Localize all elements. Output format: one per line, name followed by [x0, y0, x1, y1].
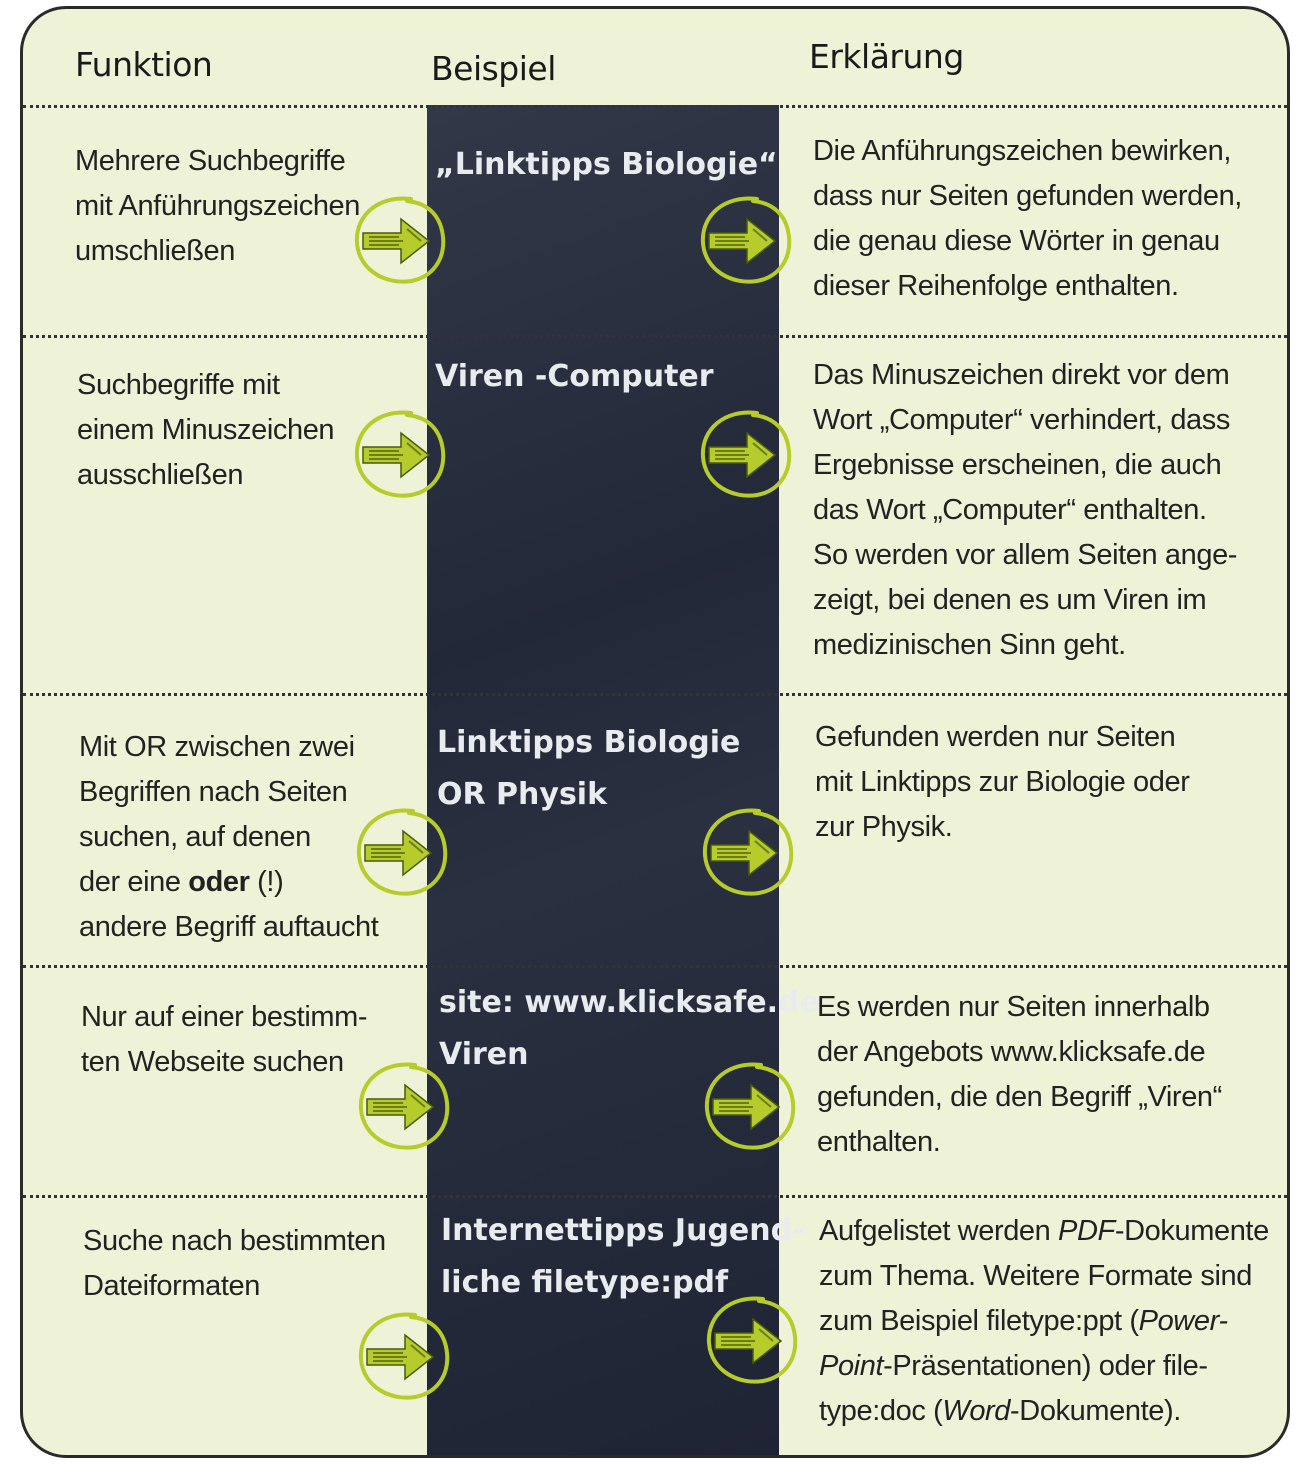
row3-beispiel: Linktipps Biologie OR Physik	[437, 725, 741, 812]
row1-beispiel: „Linktipps Biologie“	[435, 147, 778, 182]
search-tips-table	[20, 6, 1290, 1458]
row4-beispiel: site: www.klicksafe.de Viren	[439, 985, 820, 1072]
green-circled-arrow-icon	[353, 1309, 453, 1405]
green-circled-arrow-icon	[695, 193, 795, 289]
row5-erklaerung: Aufgelistet werden PDF-Dokumente zum Thema. Weitere Formate sind zum Beispiel filetype:ppt (Power- Point-Präsentationen) oder file- type:doc (Word-Dokumente).	[819, 1215, 1269, 1427]
green-circled-arrow-icon	[349, 193, 449, 289]
header-beispiel: Beispiel	[431, 49, 556, 88]
row2-beispiel: Viren -Computer	[435, 359, 714, 394]
row-divider	[23, 335, 1287, 338]
green-circled-arrow-icon	[349, 407, 449, 503]
row4-funktion: Nur auf einer bestimm- ten Webseite suchen	[81, 1001, 368, 1078]
row1-funktion: Mehrere Suchbegriffe mit Anführungszeichen umschließen	[75, 145, 360, 267]
row-divider	[23, 965, 1287, 968]
row2-funktion: Suchbegriffe mit einem Minuszeichen ausschließen	[77, 369, 335, 491]
row2-erklaerung: Das Minuszeichen direkt vor dem Wort „Computer“ verhindert, dass Ergebnisse erscheinen, die auch das Wort „Computer“ enthalten. So werden vor allem Seiten ange- zeigt, bei denen es um Viren im medizinischen Sinn geht.	[813, 359, 1238, 661]
row5-beispiel: Internettipps Jugend- liche filetype:pdf	[441, 1213, 805, 1300]
green-circled-arrow-icon	[353, 1059, 453, 1155]
green-circled-arrow-icon	[351, 805, 451, 901]
row-divider	[23, 1195, 1287, 1198]
header-funktion: Funktion	[75, 45, 213, 84]
row3-erklaerung: Gefunden werden nur Seiten mit Linktipps zur Biologie oder zur Physik.	[815, 721, 1190, 843]
row1-erklaerung: Die Anführungszeichen bewirken, dass nur Seiten gefunden werden, die genau diese Wörter in genau dieser Reihenfolge enthalten.	[813, 135, 1242, 302]
row3-funktion: Mit OR zwischen zwei Begriffen nach Seiten suchen, auf denen der eine oder (!) andere Begriff auftaucht	[79, 731, 379, 943]
green-circled-arrow-icon	[697, 805, 797, 901]
row-divider	[23, 693, 1287, 696]
header-erklaerung: Erklärung	[809, 37, 964, 76]
green-circled-arrow-icon	[699, 1059, 799, 1155]
green-circled-arrow-icon	[701, 1293, 801, 1389]
row5-funktion: Suche nach bestimmten Dateiformaten	[83, 1225, 386, 1302]
row-divider	[23, 105, 1287, 108]
row4-erklaerung: Es werden nur Seiten innerhalb der Angebots www.klicksafe.de gefunden, die den Begriff „Viren“ enthalten.	[817, 991, 1222, 1158]
green-circled-arrow-icon	[695, 407, 795, 503]
